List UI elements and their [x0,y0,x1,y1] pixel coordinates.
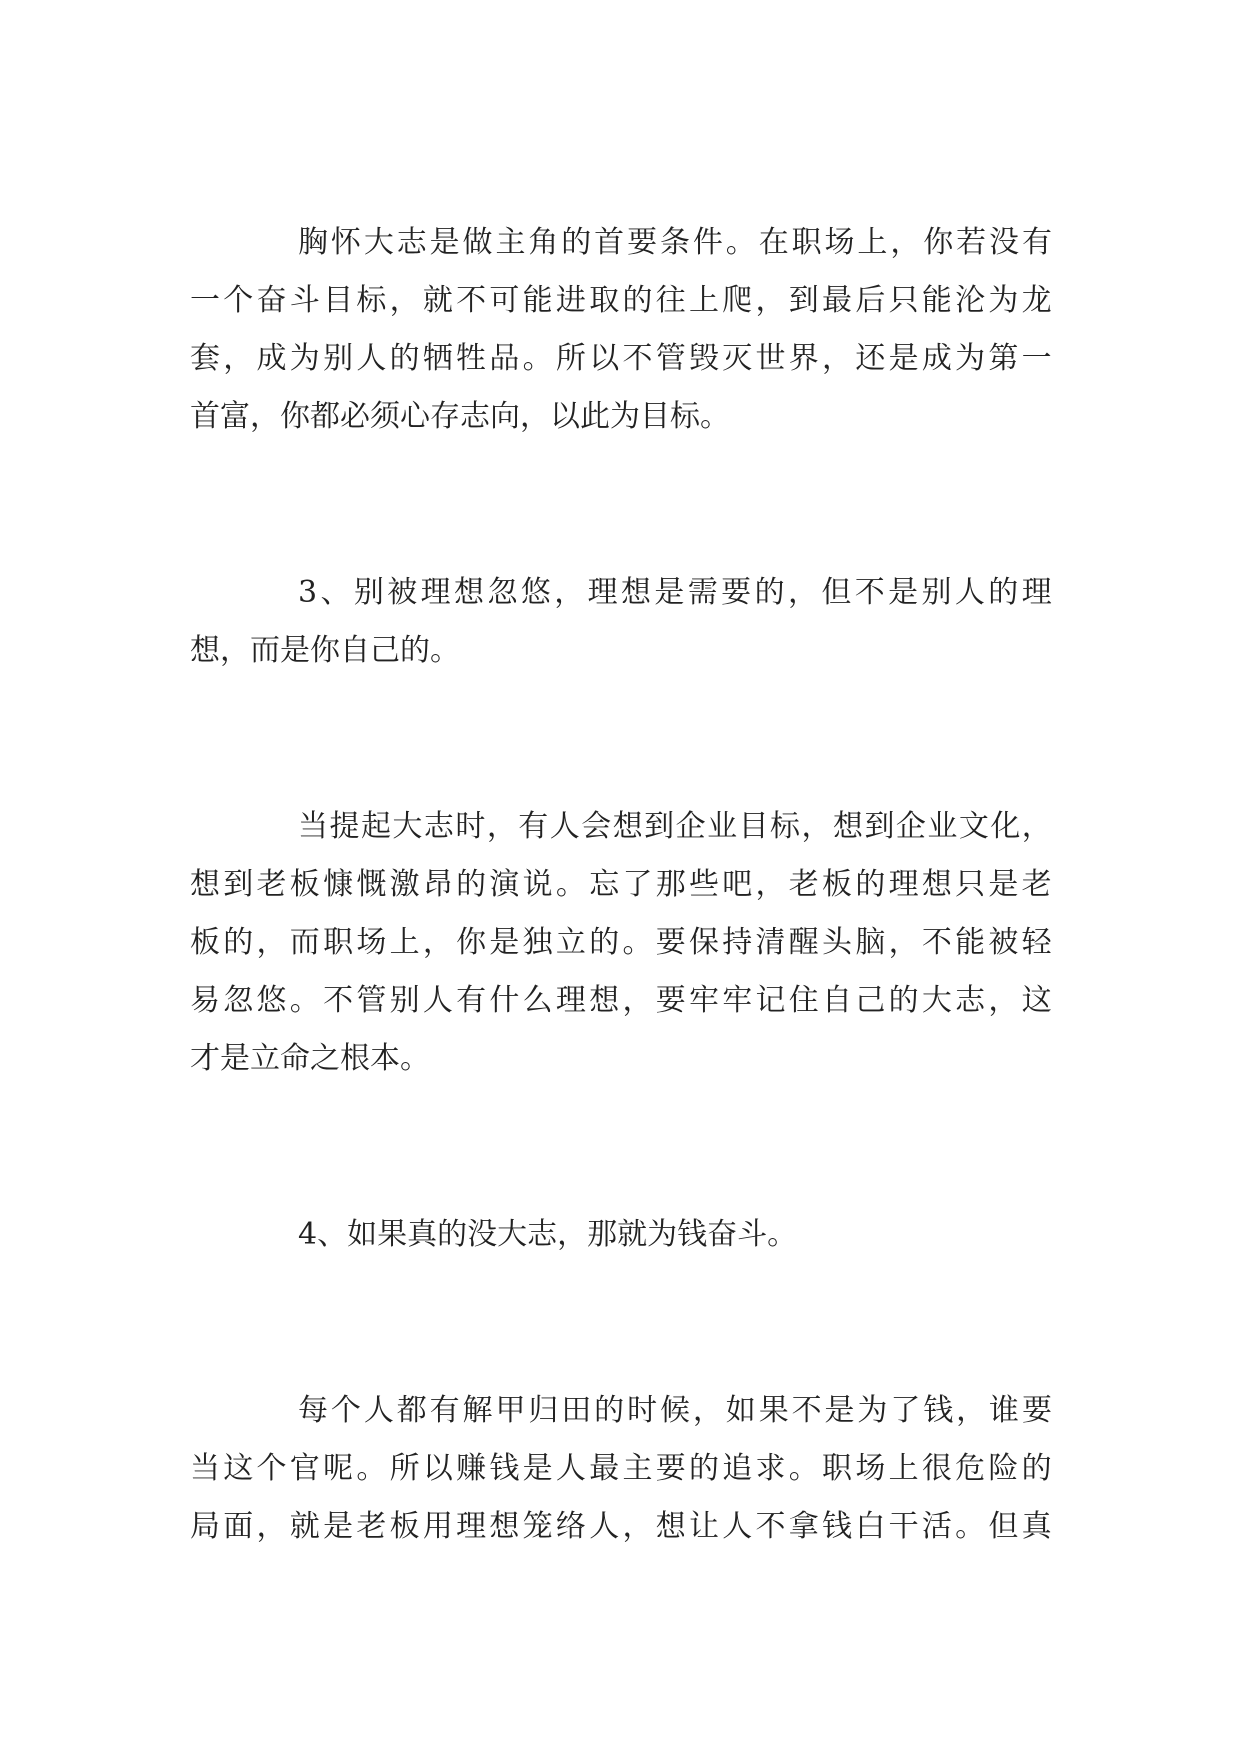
paragraph-line: 套 ， 成 为 别 人 的 牺 牲 品 。 所 以 不 管 毁 灭 世 界 ， 还 是 成 为 第 一 [190,341,1052,376]
paragraph-line: 胸 怀 大 志 是 做 主 角 的 首 要 条 件 。 在 职 场 上 ， 你 若 没 有 [298,225,1052,260]
section-heading-line: 4、如果真的没大志，那就为钱奋斗。 [298,1217,798,1252]
paragraph-line: 易 忽 悠 。 不 管 别 人 有 什 么 理 想 ， 要 牢 牢 记 住 自 己 的 大 志 ， 这 [190,983,1052,1018]
section-heading-line: 想，而是你自己的。 [190,633,460,668]
paragraph-line: 才是立命之根本。 [190,1041,430,1076]
paragraph-line: 当 这 个 官 呢 。 所 以 赚 钱 是 人 最 主 要 的 追 求 。 职 场 上 很 危 险 的 [190,1451,1052,1486]
paragraph-line: 板 的 ， 而 职 场 上 ， 你 是 独 立 的 。 要 保 持 清 醒 头 脑 ， 不 能 被 轻 [190,925,1052,960]
paragraph-line: 一 个 奋 斗 目 标 ， 就 不 可 能 进 取 的 往 上 爬 ， 到 最 后 只 能 沦 为 龙 [190,283,1052,318]
paragraph-line: 当 提 起 大 志 时 ， 有 人 会 想 到 企 业 目 标 ， 想 到 企 业 文 化 ， [298,809,1052,844]
paragraph-line: 每 个 人 都 有 解 甲 归 田 的 时 候 ， 如 果 不 是 为 了 钱 ， 谁 要 [298,1393,1052,1428]
section-heading-line: 3 、 别 被 理 想 忽 悠 ， 理 想 是 需 要 的 ， 但 不 是 别 人 的 理 [298,575,1052,610]
paragraph-line: 局 面 ， 就 是 老 板 用 理 想 笼 络 人 ， 想 让 人 不 拿 钱 白 干 活 。 但 真 [190,1509,1052,1544]
paragraph-line: 首富，你都必须心存志向，以此为目标。 [190,399,730,434]
paragraph-line: 想 到 老 板 慷 慨 激 昂 的 演 说 。 忘 了 那 些 吧 ， 老 板 的 理 想 只 是 老 [190,867,1052,902]
